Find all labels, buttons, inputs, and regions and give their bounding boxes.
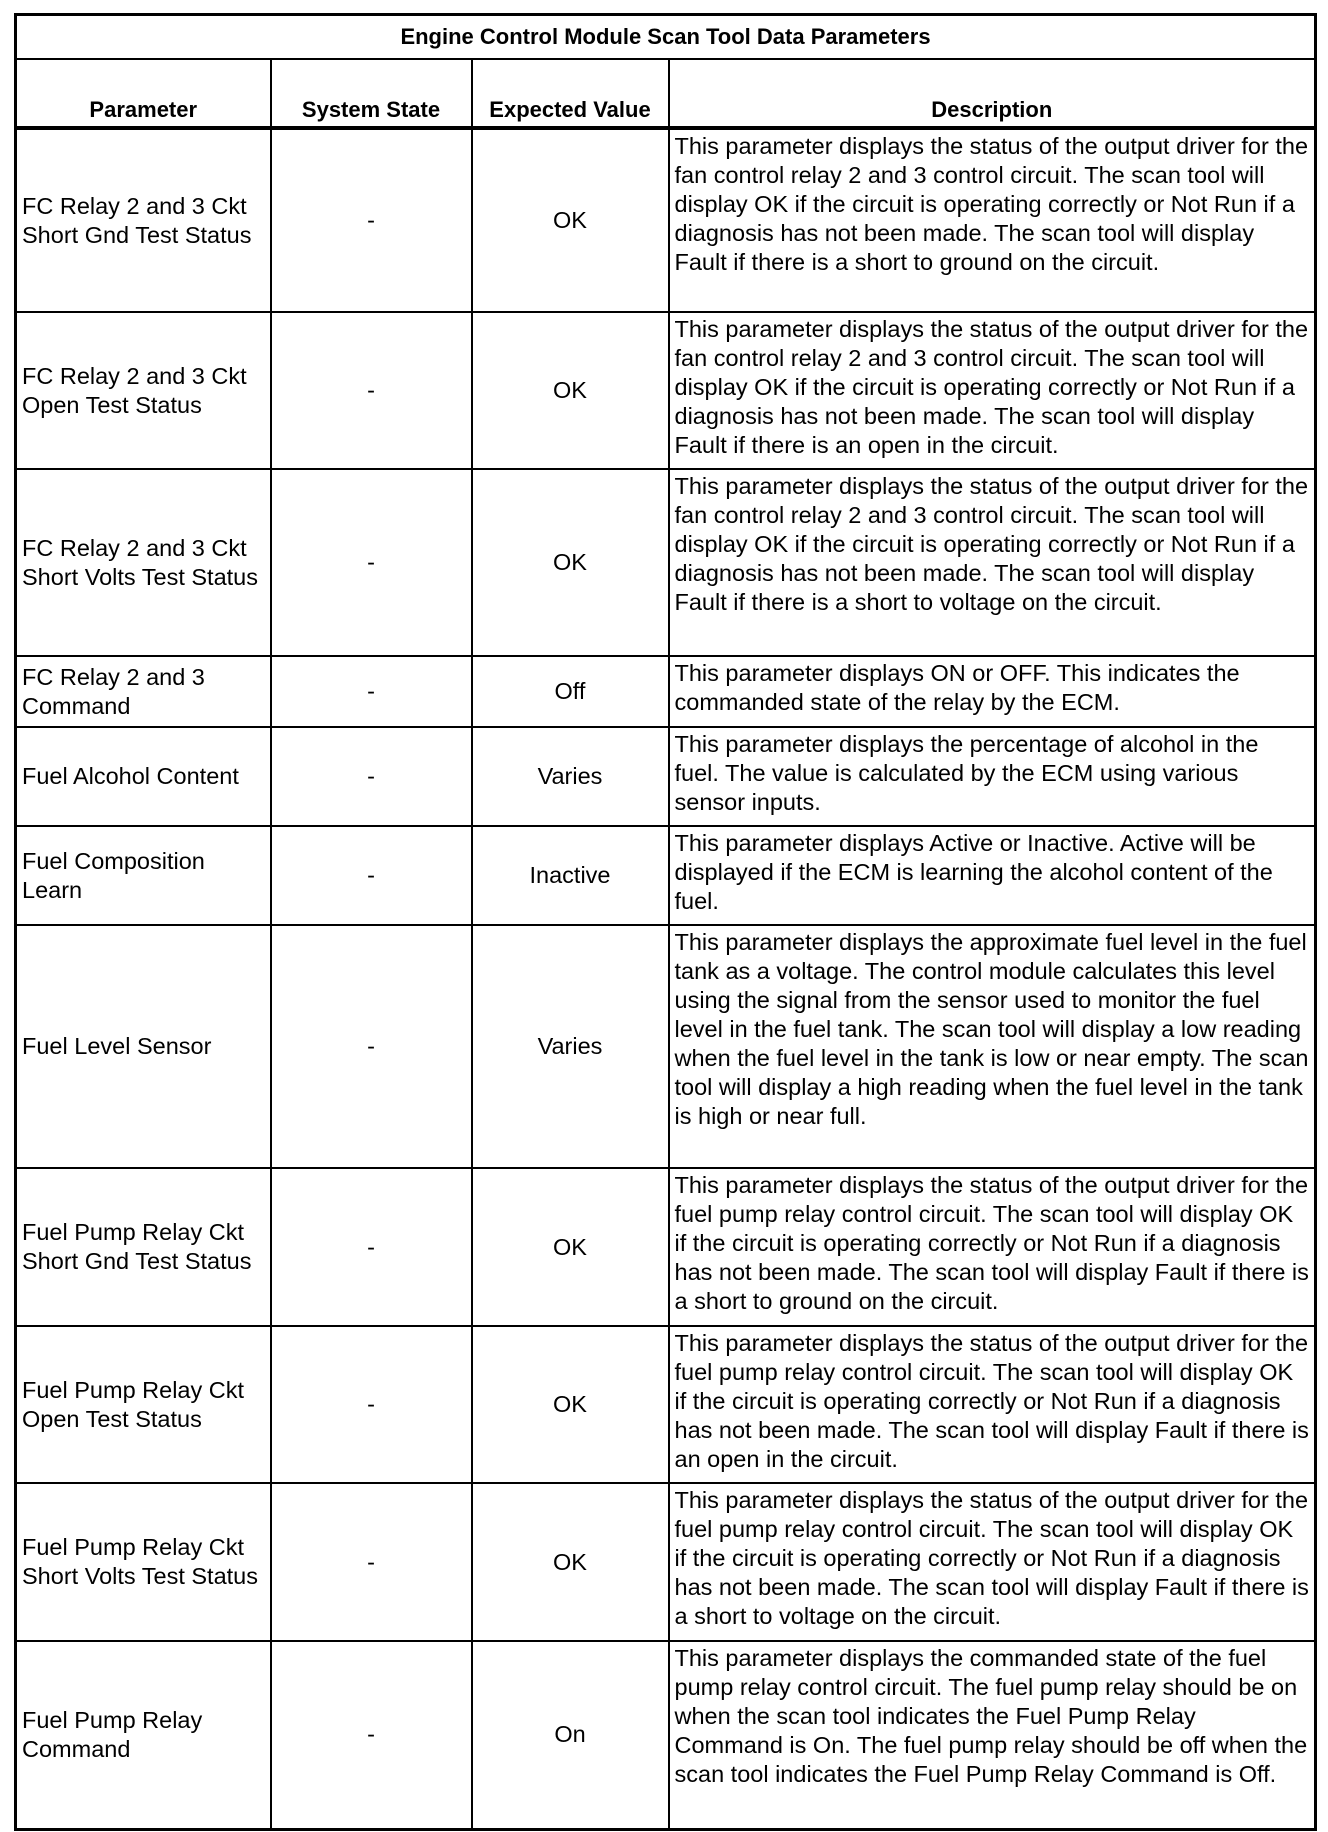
parameter-cell: Fuel Pump Relay Command	[16, 1641, 271, 1829]
table-row	[16, 128, 1316, 312]
expected-value-cell: OK	[472, 1326, 669, 1483]
system-state-cell: -	[271, 1326, 472, 1483]
parameter-cell: FC Relay 2 and 3 Ckt Short Volts Test Status	[16, 469, 271, 656]
expected-value-cell: OK	[472, 469, 669, 656]
description-cell: This parameter displays ON or OFF. This indicates the commanded state of the relay by the ECM.	[669, 656, 1316, 727]
table-row	[16, 1483, 1316, 1641]
description-cell: This parameter displays the status of the output driver for the fuel pump relay control circuit. The scan tool will display OK if the circuit is operating correctly or Not Run if a diagnosis has not been made. The scan tool will display Fault if there is an open in the circuit.	[669, 1326, 1316, 1483]
system-state-cell: -	[271, 1168, 472, 1326]
expected-value-cell: Varies	[472, 727, 669, 826]
header-system-state: System State	[271, 59, 472, 128]
expected-value-cell: Off	[472, 656, 669, 727]
system-state-cell: -	[271, 1641, 472, 1829]
system-state-cell: -	[271, 128, 472, 312]
description-cell: This parameter displays the status of the output driver for the fuel pump relay control circuit. The scan tool will display OK if the circuit is operating correctly or Not Run if a diagnosis has not been made. The scan tool will display Fault if there is a short to ground on the circuit.	[669, 1168, 1316, 1326]
description-cell: This parameter displays the status of the output driver for the fan control relay 2 and 3 control circuit. The scan tool will display OK if the circuit is operating correctly or Not Run if a diagnosis has not been made. The scan tool will display Fault if there is an open in the circuit.	[669, 312, 1316, 469]
parameter-cell: Fuel Composition Learn	[16, 826, 271, 925]
parameter-cell: Fuel Level Sensor	[16, 925, 271, 1168]
scan-tool-data-table	[14, 13, 1317, 1831]
parameter-cell: Fuel Pump Relay Ckt Short Volts Test Status	[16, 1483, 271, 1641]
system-state-cell: -	[271, 925, 472, 1168]
parameter-cell: Fuel Pump Relay Ckt Open Test Status	[16, 1326, 271, 1483]
expected-value-cell: Varies	[472, 925, 669, 1168]
expected-value-cell: Inactive	[472, 826, 669, 925]
description-cell: This parameter displays the status of the output driver for the fan control relay 2 and 3 control circuit. The scan tool will display OK if the circuit is operating correctly or Not Run if a diagnosis has not been made. The scan tool will display Fault if there is a short to voltage on the circuit.	[669, 469, 1316, 656]
parameter-cell: FC Relay 2 and 3 Ckt Open Test Status	[16, 312, 271, 469]
table-title: Engine Control Module Scan Tool Data Parameters	[16, 15, 1316, 60]
parameter-cell: Fuel Alcohol Content	[16, 727, 271, 826]
system-state-cell: -	[271, 1483, 472, 1641]
parameter-cell: Fuel Pump Relay Ckt Short Gnd Test Status	[16, 1168, 271, 1326]
table-row	[16, 1326, 1316, 1483]
table-row	[16, 469, 1316, 656]
description-cell: This parameter displays Active or Inactive. Active will be displayed if the ECM is learning the alcohol content of the fuel.	[669, 826, 1316, 925]
table-row	[16, 826, 1316, 925]
system-state-cell: -	[271, 656, 472, 727]
parameter-cell: FC Relay 2 and 3 Ckt Short Gnd Test Status	[16, 128, 271, 312]
table-row	[16, 312, 1316, 469]
table-row	[16, 656, 1316, 727]
system-state-cell: -	[271, 727, 472, 826]
description-cell: This parameter displays the approximate fuel level in the fuel tank as a voltage. The control module calculates this level using the signal from the sensor used to monitor the fuel level in the fuel tank. The scan tool will display a low reading when the fuel level in the tank is low or near empty. The scan tool will display a high reading when the fuel level in the tank is high or near full.	[669, 925, 1316, 1168]
system-state-cell: -	[271, 312, 472, 469]
table-row	[16, 925, 1316, 1168]
expected-value-cell: OK	[472, 1168, 669, 1326]
table-row	[16, 1168, 1316, 1326]
expected-value-cell: On	[472, 1641, 669, 1829]
description-cell: This parameter displays the percentage of alcohol in the fuel. The value is calculated by the ECM using various sensor inputs.	[669, 727, 1316, 826]
header-expected-value: Expected Value	[472, 59, 669, 128]
expected-value-cell: OK	[472, 128, 669, 312]
parameter-cell: FC Relay 2 and 3 Command	[16, 656, 271, 727]
system-state-cell: -	[271, 469, 472, 656]
description-cell: This parameter displays the status of the output driver for the fan control relay 2 and 3 control circuit. The scan tool will display OK if the circuit is operating correctly or Not Run if a diagnosis has not been made. The scan tool will display Fault if there is a short to ground on the circuit.	[669, 128, 1316, 312]
table-row	[16, 1641, 1316, 1829]
table-row	[16, 727, 1316, 826]
header-parameter: Parameter	[16, 59, 271, 128]
description-cell: This parameter displays the status of the output driver for the fuel pump relay control circuit. The scan tool will display OK if the circuit is operating correctly or Not Run if a diagnosis has not been made. The scan tool will display Fault if there is a short to voltage on the circuit.	[669, 1483, 1316, 1641]
expected-value-cell: OK	[472, 312, 669, 469]
expected-value-cell: OK	[472, 1483, 669, 1641]
header-description: Description	[669, 59, 1316, 128]
system-state-cell: -	[271, 826, 472, 925]
description-cell: This parameter displays the commanded state of the fuel pump relay control circuit. The fuel pump relay should be on when the scan tool indicates the Fuel Pump Relay Command is On. The fuel pump relay should be off when the scan tool indicates the Fuel Pump Relay Command is Off.	[669, 1641, 1316, 1829]
